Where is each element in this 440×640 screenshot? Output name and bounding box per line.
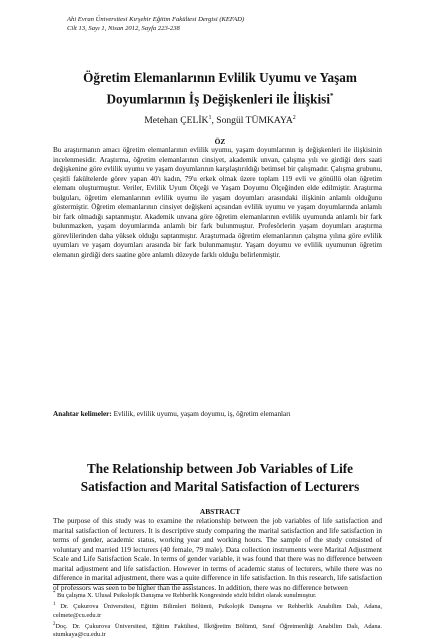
footnote-divider (53, 584, 193, 585)
turkish-abstract-heading: ÖZ (214, 137, 226, 146)
turkish-title-line-2-text: Doyumlarının İş Değişkenleri ile İlişkisi (106, 91, 330, 107)
english-abstract-heading: ABSTRACT (199, 507, 241, 516)
english-title-line-2: Satisfaction and Marital Satisfaction of Lecturers (80, 479, 360, 494)
footnote-mark: 2 (53, 621, 56, 627)
footnote-item (53, 621, 382, 640)
turkish-abstract-text: Bu araştırmanın amacı öğretim elemanlarının evlilik uyumu, yaşam doyumlarının iş değişkenleri ile ilişkisinin incelenmesidir. Araştırma, öğretim elemanlarının cinsiyet, akademik unvan, çalışma yılı ve girdiği ders saati değişkenine göre evlilik uyumu ve yaşam doyumlarının karşılaştırıldığı betimsel bir çalışmadır. Çalışma grubunu, çeşitli fakültelerde görev yapan 40'ı kadın, 79'u erkek olmak üzere toplam 119 evli ve gönüllü olan öğretim elemanı oluşturmuştur. Veriler, Evlilik Uyum Ölçeği ve Yaşam Doyumu Ölçeğinden elde edilmiştir. Araştırma bulguları, öğretim elemanlarının evlilik uyumu ile yaşam doyumları arasındaki ilişkinin anlamlı olduğunu göstermiştir. Öğretim elemanlarının cinsiyet değişkeni açısından evlilik uyumu ve yaşam doyumlarında anlamlı bir fark olmadığı saptanmıştır. Akademik unvana göre öğretim elemanlarının evlilik uyumunda anlamlı bir fark bulunmazken, yaşam doyumlarında anlamlı bir fark bulunmuştur. Profesörlerin yaşam doyumları araştırma görevlilerinden daha yüksek olduğu saptanmıştır. Araştırmada öğretim elemanlarının çalışma yılına göre evlilik uyumları ve yaşam doyumları arasında bir fark bulunmamıştır. Yaşam doyumu ve evlilik uyumunun öğretim elemanın girdiği ders saatine göre anlamlı düzeyde farklı olduğu belirlenmiştir. (53, 146, 382, 259)
footnote-text: Bu çalışma X. Ulusal Psikolojik Danışma ve Rehberlik Kongresinde sözlü bildiri olarak sunulmuştur. (55, 592, 317, 600)
footnote-item (53, 590, 382, 600)
footnote-mark: 1 (53, 602, 56, 608)
footnotes (53, 590, 382, 640)
author-line (40, 115, 400, 126)
footnote-text: Doç. Dr. Çukurova Üniversitesi, Eğitim Fakültesi, İlköğretim Bölümü, Sınıf Öğretmenliği Anabilim Dalı, Adana. stumkaya@cu.edu.tr (53, 622, 382, 639)
footnote-mark: * (53, 591, 56, 596)
turkish-title-line-2 (40, 87, 400, 108)
footnote-item (53, 601, 382, 620)
keywords (53, 410, 382, 420)
title-footnote-mark[interactable]: * (329, 92, 334, 100)
english-title (40, 460, 400, 496)
journal-name: Ahi Evran Üniversitesi Kırşehir Eğitim Fakültesi Dergisi (KEFAD) (67, 16, 245, 23)
english-title-line-1: The Relationship between Job Variables of Life (87, 461, 353, 476)
author-2-footnote-mark[interactable]: 2 (292, 115, 296, 121)
turkish-title (40, 69, 400, 108)
author-1: Metehan ÇELİK (144, 115, 209, 127)
turkish-title-line-1: Öğretim Elemanlarının Evlilik Uyumu ve Yaşam (83, 70, 357, 85)
keywords-label: Anahtar kelimeler: (53, 410, 112, 418)
author-1-footnote-mark[interactable]: 1 (208, 115, 212, 121)
keywords-list: Evlilik, evlilik uyumu, yaşam doyumu, iş, öğretim elemanları (111, 410, 291, 418)
footnote-text: Dr. Çukurova Üniversitesi, Eğitim Bilimleri Bölümü, Psikolojik Danışma ve Rehberlik Anabilim Dalı, Adana, celmete@cu.edu.tr (53, 603, 382, 619)
english-abstract-text: The purpose of this study was to examine the relationship between the job variables of life satisfaction and marital satisfaction of lecturers. It is descriptive study comparing the marital satisfaction and life satisfaction in terms of gender, academic status, working year and working hours. The sample of the study consisted of voluntary and married 119 lecturers (40 female, 79 male). Data collection instruments were Marital Adjustment Scale and Life Satisfaction Scale. In terms of gender variable, it was found that there was no difference between marital adjustment and life satisfaction. However in terms of academic status of lecturers, while there was no difference in marital adjustment, there was a quite difference in life satisfaction. In this research, life satisfaction of professors was seen to be higher than the assistances. In addition, there was no difference between (53, 516, 382, 592)
author-separator: , (211, 115, 217, 127)
author-2: Songül TÜMKAYA (216, 115, 293, 127)
journal-issue: Cilt 13, Sayı 1, Nisan 2012, Sayfa 223-238 (67, 24, 180, 32)
journal-header (67, 16, 387, 33)
